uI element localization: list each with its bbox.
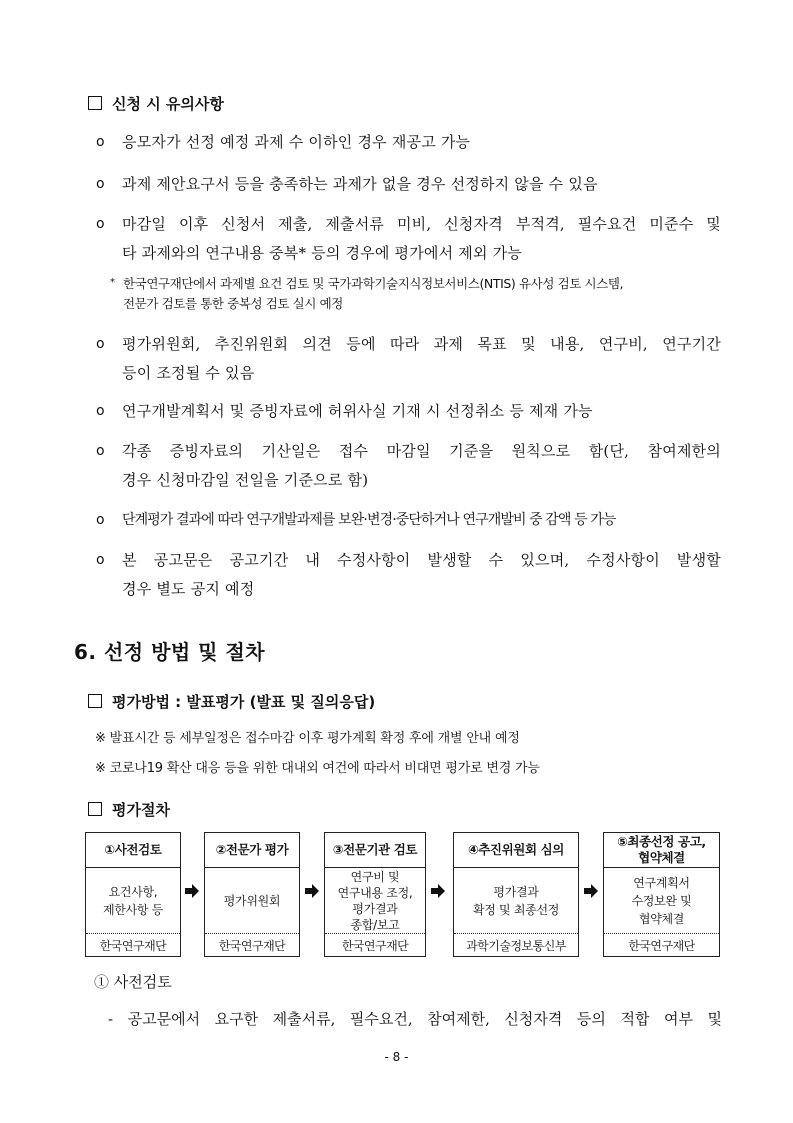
section-title: 6. 선정 방법 및 절차 [74,640,266,664]
notice-heading: 신청 시 유의사항 [88,93,224,114]
bullet-circle-icon: ο [96,403,105,419]
pre-review-line: - 공고문에서 요구한 제출서류, 필수요건, 참여제한, 신청자격 등의 적합 여부 및 [108,1010,722,1028]
notice-item: ο 단계평가 결과에 따라 연구개발과제를 보완·변경·중단하거나 연구개발비 중 감액 등 가능 [96,506,721,535]
step-org: 과학기술정보통신부 [454,933,578,956]
step-title: ④추진위원회 심의 [454,833,578,868]
step-org: 한국연구재단 [205,933,299,956]
procedure-heading: 평가절차 [88,799,170,820]
step-body: 연구계획서 수정보완 및 협약체결 [631,876,692,926]
notice-item: ο 연구개발계획서 및 증빙자료에 허위사실 기재 시 선정취소 등 제재 가능 [96,397,721,426]
procedure-step [324,832,426,957]
step-org: 한국연구재단 [325,933,425,956]
checkbox-square-icon [88,96,102,110]
remark: ※ 발표시간 등 세부일정은 접수마감 이후 평가계획 확정 후에 개별 안내 예정 [95,731,520,746]
step-body: 요건사항, 제한사항 등 [103,885,163,917]
step-title: ②전문가 평가 [205,833,299,868]
page-number: - 8 - [384,1050,409,1064]
step-title: ①사전검토 [86,833,180,868]
procedure-step [453,832,579,957]
step-body: 평가결과 확정 및 최종선정 [472,885,560,917]
bullet-circle-icon: ο [96,216,105,232]
right-arrow-icon [304,883,320,899]
notice-item: ο 마감일 이후 신청서 제출, 제출서류 미비, 신청자격 부적격, 필수요건 미준수 및 타 과제와의 연구내용 중복* 등의 경우에 평가에서 제외 가능 [96,210,721,268]
right-arrow-icon [184,883,200,899]
evaluation-method-heading: 평가방법 : 발표평가 (발표 및 질의응답) [88,691,375,712]
bullet-circle-icon: ο [96,443,105,459]
checkbox-square-icon [88,694,102,708]
footnote: * 한국연구재단에서 과제별 요건 검토 및 국가과학기술지식정보서비스(NTIS) 유사성 검토 시스템, 전문가 검토를 통한 중복성 검토 실시 예정 [110,276,624,311]
right-arrow-icon [430,883,446,899]
notice-item: ο 본 공고문은 공고기간 내 수정사항이 발생할 수 있으며, 수정사항이 발생할 경우 별도 공지 예정 [96,546,721,604]
notice-item: ο 각종 증빙자료의 기산일은 접수 마감일 기준을 원칙으로 함(단, 참여제한의 경우 신청마감일 전일을 기준으로 함) [96,437,721,495]
remark: ※ 코로나19 확산 대응 등을 위한 대내외 여건에 따라서 비대면 평가로 변경 가능 [95,761,540,776]
bullet-circle-icon: ο [96,512,104,528]
step-body: 연구비 및 연구내용 조정, 평가결과 종합/보고 [337,870,413,932]
step-org: 한국연구재단 [86,933,180,956]
right-arrow-icon [583,883,599,899]
step-body: 평가위원회 [223,894,281,908]
step-title: ③전문기관 검토 [325,833,425,868]
bullet-circle-icon: ο [96,176,105,192]
checkbox-square-icon [88,802,102,816]
step-title: ⑤최종선정 공고, 협약체결 [604,833,719,868]
notice-item: ο 과제 제안요구서 등을 충족하는 과제가 없을 경우 선정하지 않을 수 있음 [96,170,721,199]
procedure-step [603,832,720,957]
bullet-circle-icon: ο [96,134,105,150]
notice-item: ο 평가위원회, 추진위원회 의견 등에 따라 과제 목표 및 내용, 연구비, 연구기간 등이 조정될 수 있음 [96,330,721,388]
procedure-step [85,832,181,957]
notice-item: ο 응모자가 선정 예정 과제 수 이하인 경우 재공고 가능 [96,128,721,157]
pre-review-title: ① 사전검토 [94,973,172,991]
procedure-step [204,832,300,957]
bullet-circle-icon: ο [96,336,105,352]
step-org: 한국연구재단 [604,933,719,956]
bullet-circle-icon: ο [96,552,105,568]
